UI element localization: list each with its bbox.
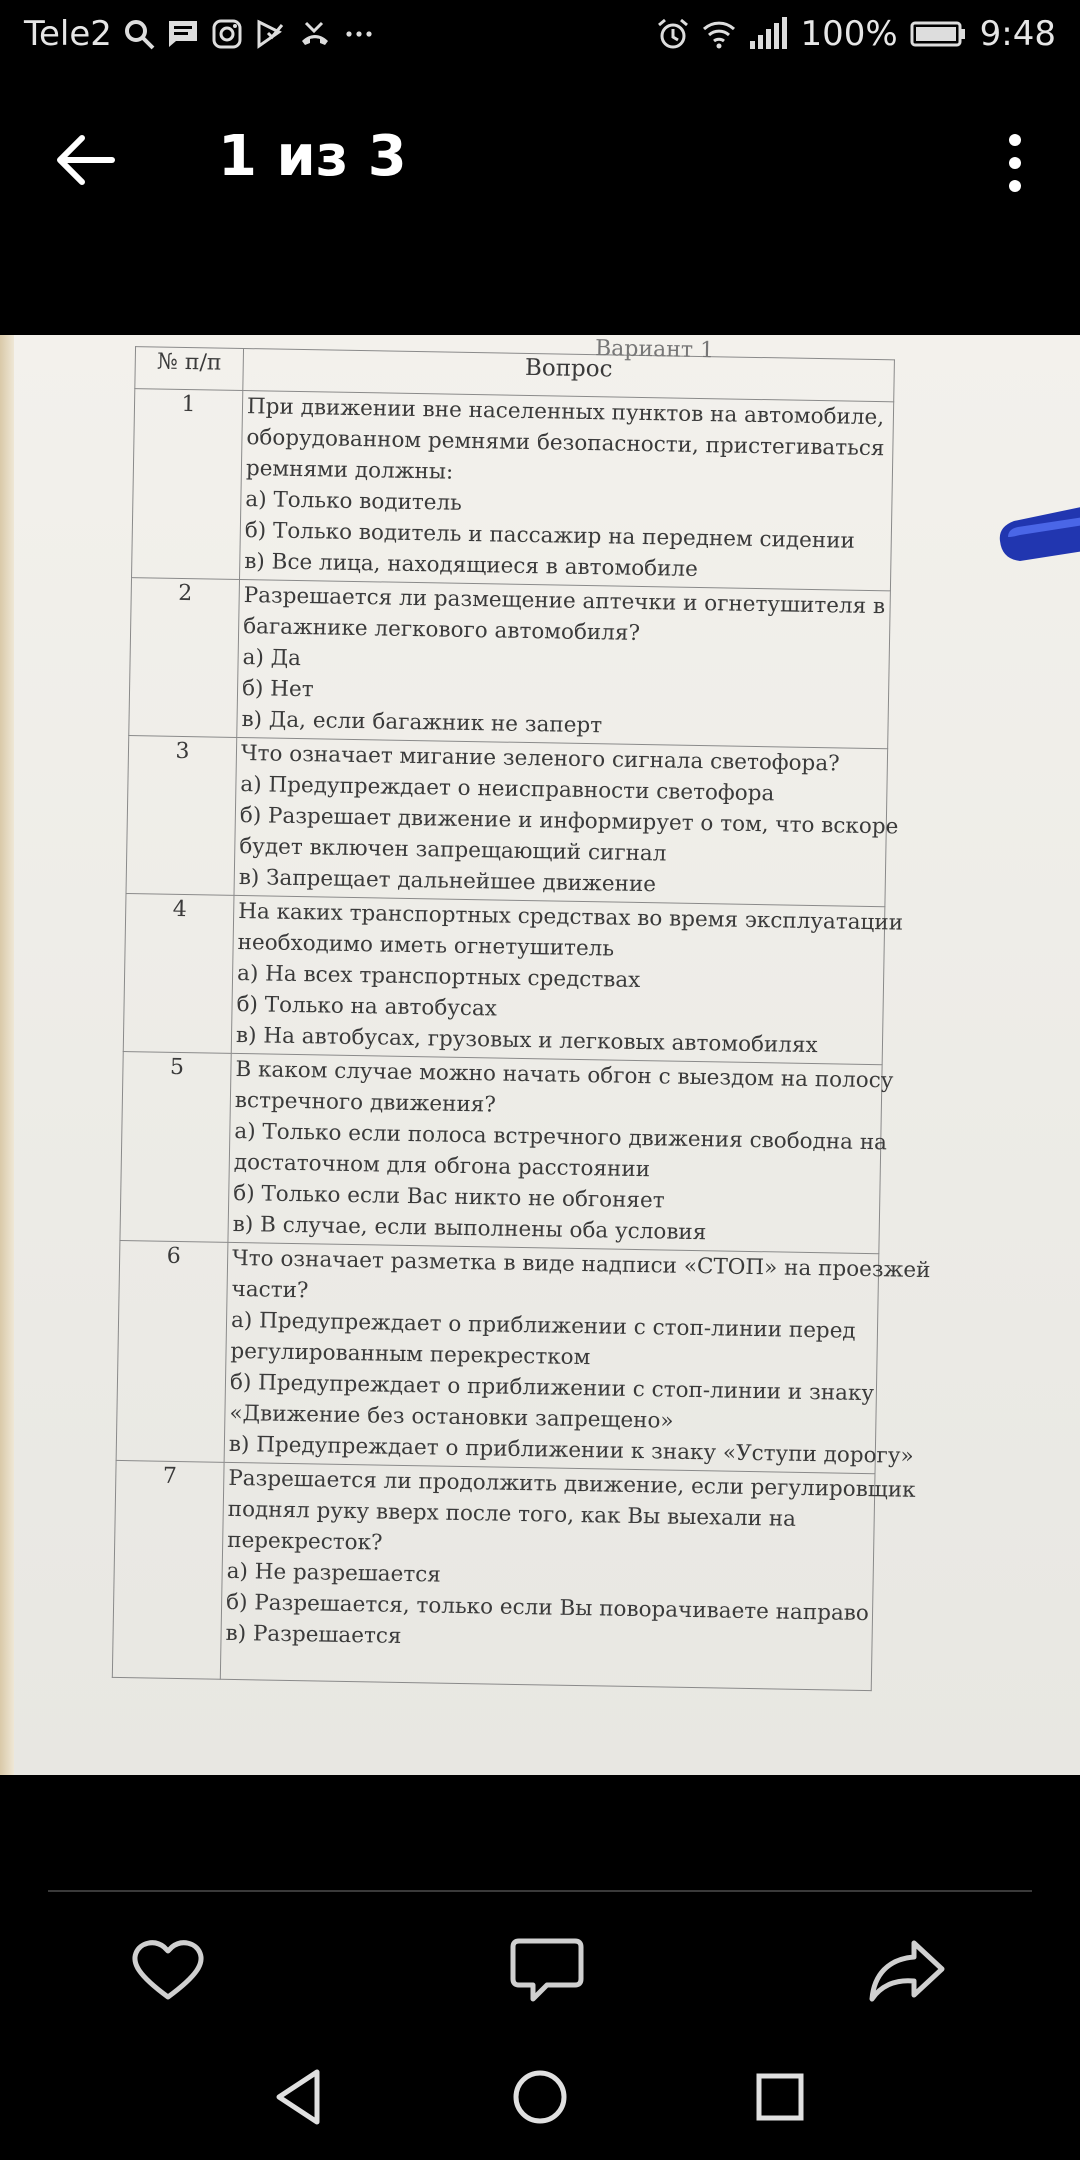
message-icon <box>166 17 200 51</box>
question-line: а) Предупреждает о неисправности светофора <box>240 772 775 807</box>
status-bar <box>0 0 1080 72</box>
question-line: необходимо иметь огнетушитель <box>237 929 615 962</box>
question-line: а) Не разрешается <box>226 1558 442 1588</box>
question-line: б) Только если Вас никто не обгоняет <box>233 1180 665 1214</box>
table-row <box>120 1052 882 1254</box>
question-cell <box>231 895 904 1064</box>
search-icon <box>122 17 156 51</box>
table-row <box>126 736 888 907</box>
question-number: 7 <box>112 1460 224 1679</box>
question-line: а) Предупреждает о приближении с стоп-линии перед <box>230 1307 856 1344</box>
question-cell <box>228 1053 894 1253</box>
column-header-question: Вопрос <box>243 348 895 401</box>
paper-edge <box>0 335 14 1775</box>
question-line: регулированным перекрестком <box>230 1338 591 1371</box>
question-line: в) Разрешается <box>225 1620 402 1649</box>
question-cell <box>224 1242 931 1473</box>
status-left <box>24 14 376 54</box>
question-line: в) На автобусах, грузовых и легковых автомобилях <box>235 1022 818 1059</box>
question-line: будет включен запрещающий сигнал <box>239 834 667 867</box>
question-line: багажнике легкового автомобиля? <box>242 614 641 646</box>
question-line: в) В случае, если выполнены оба условия <box>232 1211 707 1246</box>
status-right <box>656 14 1056 54</box>
document-page <box>111 336 931 1760</box>
question-line: встречного движения? <box>234 1087 497 1118</box>
app-bar <box>0 100 1080 220</box>
wifi-icon <box>702 17 736 51</box>
question-cell <box>220 1462 916 1690</box>
question-line: поднял руку вверх после того, как Вы выехали на <box>227 1496 797 1532</box>
clock: 9:48 <box>979 14 1056 54</box>
instagram-icon <box>210 17 244 51</box>
question-number: 3 <box>126 736 237 896</box>
document-photo[interactable] <box>0 335 1080 1775</box>
divider <box>48 1890 1032 1892</box>
question-line: б) Предупреждает о приближении с стоп-линии и знаку <box>229 1369 875 1407</box>
question-line: а) Только если полоса встречного движения свободна на <box>234 1118 888 1156</box>
questions-table <box>112 346 931 1691</box>
question-number: 2 <box>129 578 240 738</box>
question-text-line: В каком случае можно начать обгон с выездом на полосу <box>235 1056 894 1094</box>
table-row <box>132 389 894 591</box>
question-line: перекресток? <box>227 1527 383 1556</box>
more-vert-icon[interactable] <box>990 128 1040 198</box>
question-cell <box>237 579 891 748</box>
question-text-line: На каких транспортных средствах во время эксплуатации <box>237 898 904 936</box>
question-line: а) Только водитель <box>245 487 463 516</box>
question-line: б) Только на автобусах <box>236 991 498 1022</box>
question-number: 1 <box>132 389 243 580</box>
question-number: 4 <box>123 894 234 1054</box>
pen-cap <box>990 501 1080 565</box>
question-text-line: Разрешается ли размещение аптечки и огнетушителя в <box>243 583 886 620</box>
questions-body <box>112 389 931 1691</box>
nav-home-icon[interactable] <box>505 2062 575 2132</box>
table-row <box>112 1460 875 1690</box>
carrier-name: Tele2 <box>24 14 112 54</box>
question-cell <box>240 390 894 590</box>
signal-icon <box>748 17 788 51</box>
question-line: в) Предупреждает о приближении к знаку «Уступи дорогу» <box>228 1431 914 1469</box>
question-text-line: Что означает мигание зеленого сигнала светофора? <box>240 741 840 777</box>
more-dots-icon <box>342 17 376 51</box>
column-header-num: № п/п <box>135 347 244 391</box>
question-line: а) Да <box>242 645 302 672</box>
comment-icon[interactable] <box>507 1935 587 2005</box>
question-line: «Движение без остановки запрещено» <box>229 1400 674 1434</box>
arrow-left-icon[interactable] <box>50 120 130 200</box>
question-line: б) Нет <box>241 676 314 703</box>
question-line: в) Да, если багажник не заперт <box>241 707 603 739</box>
question-number: 5 <box>120 1052 231 1243</box>
nav-back-icon[interactable] <box>265 2062 335 2132</box>
check-bubble-icon <box>254 17 288 51</box>
question-text-line: При движении вне населенных пунктов на автомобиле, <box>246 394 885 431</box>
question-line: б) Разрешается, только если Вы поворачиваете направо <box>225 1589 870 1627</box>
table-row <box>123 894 885 1065</box>
battery-percent: 100% <box>800 14 898 54</box>
question-line: оборудованном ремнями безопасности, пристегиваться <box>246 425 885 462</box>
nav-recents-icon[interactable] <box>745 2062 815 2132</box>
share-icon[interactable] <box>866 1935 946 2005</box>
heart-icon[interactable] <box>128 1935 208 2005</box>
missed-call-icon <box>298 17 332 51</box>
variant-label: Вариант 1 <box>594 336 715 364</box>
question-cell <box>234 737 899 906</box>
battery-icon <box>910 17 968 51</box>
question-line: а) На всех транспортных средствах <box>236 960 641 994</box>
question-line: в) Запрещает дальнейшее движение <box>238 864 657 898</box>
question-line: части? <box>231 1276 309 1304</box>
alarm-icon <box>656 17 690 51</box>
question-number: 6 <box>116 1240 228 1462</box>
question-text-line: Что означает разметка в виде надписи «СТОП» на проезжей <box>231 1245 931 1284</box>
question-line: ремнями должны: <box>245 456 454 485</box>
question-line: достаточном для обгона расстоянии <box>233 1149 651 1183</box>
page-title: 1 из 3 <box>218 124 407 189</box>
table-row <box>129 578 891 749</box>
question-line: б) Только водитель и пассажир на переднем сидении <box>244 518 856 554</box>
question-line: б) Разрешает движение и информирует о том, что вскоре <box>239 803 899 840</box>
question-line: в) Все лица, находящиеся в автомобиле <box>244 549 699 582</box>
question-text-line: Разрешается ли продолжить движение, если регулировщик <box>228 1465 916 1503</box>
table-row <box>116 1240 879 1473</box>
